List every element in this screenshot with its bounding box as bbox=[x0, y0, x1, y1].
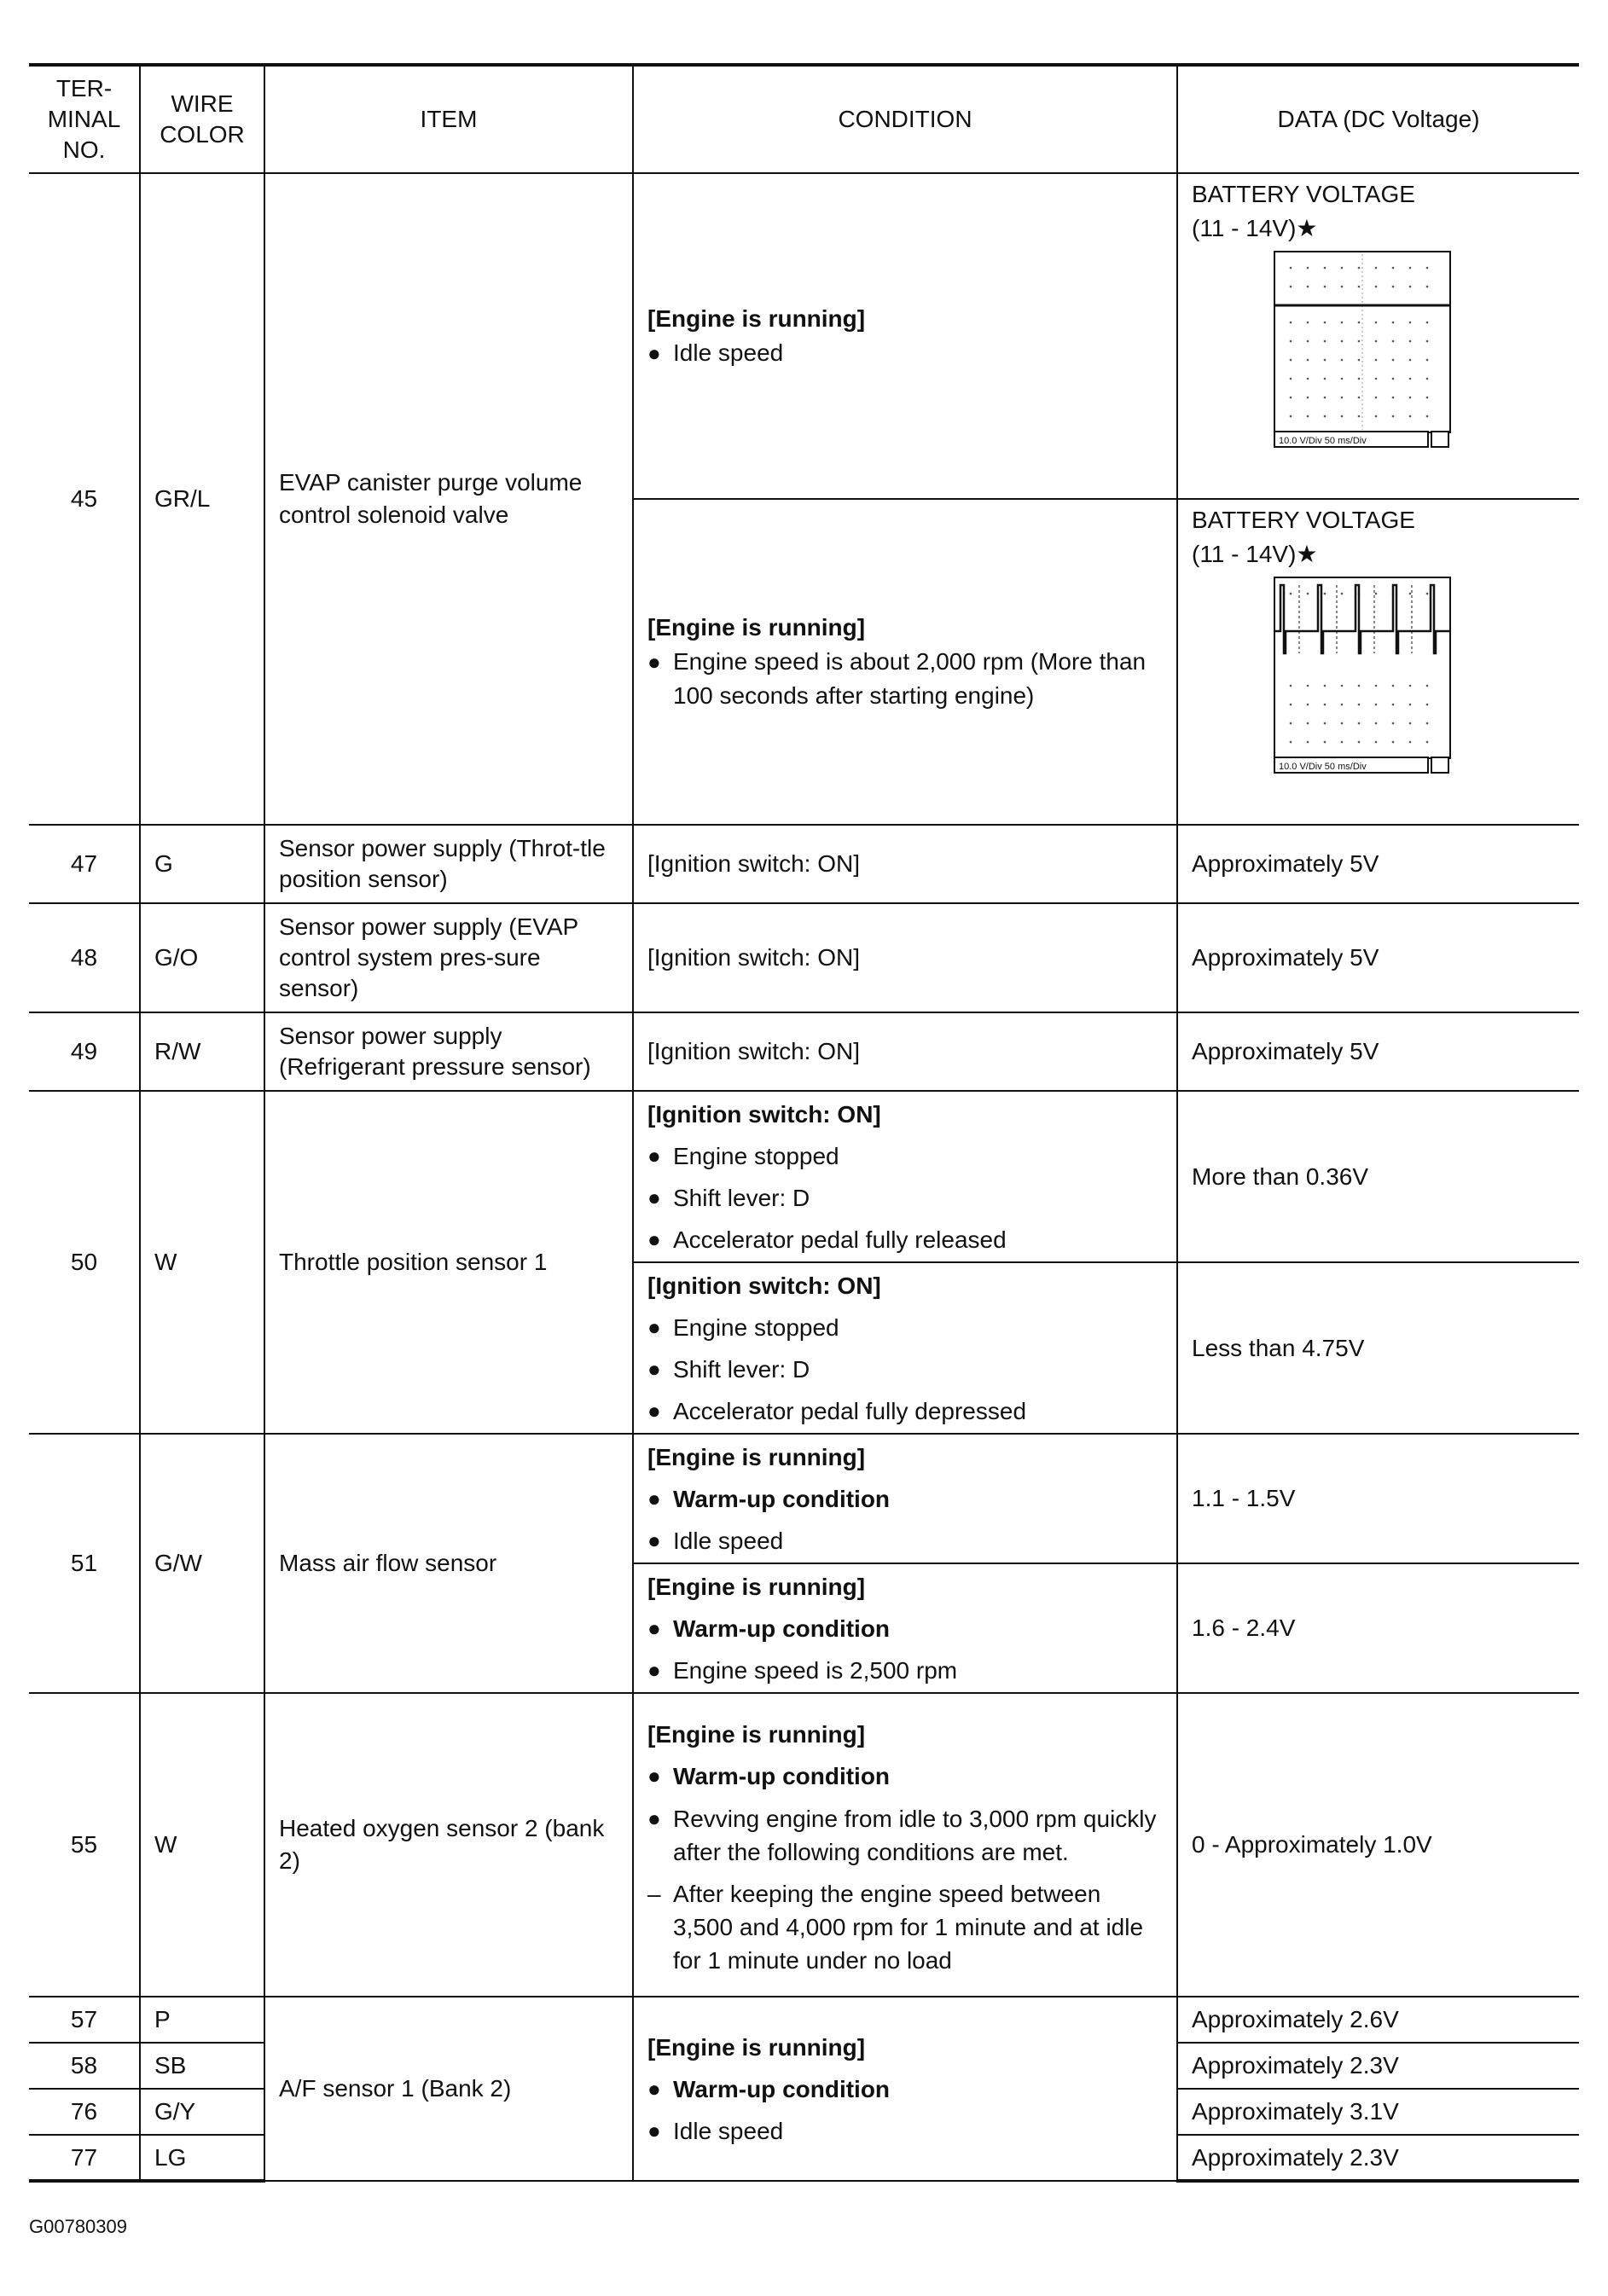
bullet-item: ● Engine stopped bbox=[647, 1307, 1163, 1348]
condition-heading: [Engine is running] bbox=[647, 1573, 866, 1600]
item-name: Sensor power supply (Throt-tle position sensor) bbox=[264, 825, 633, 903]
condition-heading: [Engine is running] bbox=[647, 1443, 866, 1470]
header-wire-color: WIRE COLOR bbox=[140, 65, 264, 173]
data-value: 1.1 - 1.5V bbox=[1177, 1434, 1579, 1563]
dash-icon: – bbox=[647, 1880, 661, 1907]
condition-heading: [Engine is running] bbox=[647, 305, 866, 332]
item-name: Throttle position sensor 1 bbox=[264, 1091, 633, 1434]
item-name: Sensor power supply (EVAP control system pres-sure sensor) bbox=[264, 903, 633, 1012]
wire-color: G bbox=[140, 825, 264, 903]
terminal-no: 45 bbox=[29, 173, 140, 825]
bullet-item: ● Warm-up condition bbox=[647, 1478, 1163, 1520]
table-row bbox=[29, 173, 1579, 499]
condition-heading: [Engine is running] bbox=[647, 614, 866, 641]
data-value: BATTERY VOLTAGE (11 - 14V)★ 10.0 V/Div 50 ms/Div bbox=[1177, 499, 1579, 825]
condition bbox=[633, 499, 1177, 825]
condition bbox=[633, 1563, 1177, 1693]
condition: [Ignition switch: ON] bbox=[633, 903, 1177, 1012]
bullet-item: ● Idle speed bbox=[647, 336, 1163, 370]
terminal-no: 48 bbox=[29, 903, 140, 1012]
wire-color: R/W bbox=[140, 1012, 264, 1091]
item-name: A/F sensor 1 (Bank 2) bbox=[264, 1997, 633, 2181]
wire-color: LG bbox=[140, 2135, 264, 2181]
terminal-no: 57 bbox=[29, 1997, 140, 2043]
header-terminal: TER- MINAL NO. bbox=[29, 65, 140, 173]
wire-color: W bbox=[140, 1091, 264, 1434]
header-condition: CONDITION bbox=[633, 65, 1177, 173]
bullet-icon: ● bbox=[647, 1762, 661, 1789]
data-value: BATTERY VOLTAGE (11 - 14V)★ 10.0 V/Div 50 ms/Div bbox=[1177, 173, 1579, 499]
bullet-item: ● Warm-up condition bbox=[647, 1608, 1163, 1650]
condition-heading: [Engine is running] bbox=[647, 1720, 866, 1748]
figure-code: G00780309 bbox=[29, 2216, 127, 2237]
terminal-no: 55 bbox=[29, 1693, 140, 1997]
wire-color: G/O bbox=[140, 903, 264, 1012]
data-value: More than 0.36V bbox=[1177, 1091, 1579, 1262]
wire-color: GR/L bbox=[140, 173, 264, 825]
bullet-item: ● Accelerator pedal fully depressed bbox=[647, 1390, 1163, 1432]
bullet-item: ● Shift lever: D bbox=[647, 1348, 1163, 1390]
terminal-data-sheet bbox=[29, 63, 1579, 2183]
terminal-no: 49 bbox=[29, 1012, 140, 1091]
bullet-item: ● Warm-up condition bbox=[647, 1755, 1163, 1797]
bullet-icon: ● bbox=[647, 340, 661, 366]
condition bbox=[633, 1091, 1177, 1262]
header-item: ITEM bbox=[264, 65, 633, 173]
bullet-icon: ● bbox=[647, 1656, 661, 1683]
condition bbox=[633, 1434, 1177, 1563]
data-value: 1.6 - 2.4V bbox=[1177, 1563, 1579, 1693]
bullet-item: ● Idle speed bbox=[647, 2110, 1163, 2152]
item-name: EVAP canister purge volume control solenoid valve bbox=[264, 173, 633, 825]
header-row bbox=[29, 65, 1579, 173]
condition bbox=[633, 1693, 1177, 1997]
bullet-icon: ● bbox=[647, 1142, 661, 1168]
condition-heading: [Ignition switch: ON] bbox=[647, 1100, 881, 1128]
terminal-no: 50 bbox=[29, 1091, 140, 1434]
data-value: Approximately 2.6V bbox=[1177, 1997, 1579, 2043]
table-row bbox=[29, 1434, 1579, 1563]
data-value: Approximately 5V bbox=[1177, 825, 1579, 903]
bullet-item: ● Engine stopped bbox=[647, 1135, 1163, 1177]
wire-color: SB bbox=[140, 2043, 264, 2089]
table-row bbox=[29, 1012, 1579, 1091]
wire-color: P bbox=[140, 1997, 264, 2043]
scope-scale-label: 10.0 V/Div 50 ms/Div bbox=[1279, 436, 1367, 446]
bullet-item: ● Revving engine from idle to 3,000 rpm quickly after the following conditions are met. bbox=[647, 1802, 1163, 1869]
bullet-icon: ● bbox=[647, 1397, 661, 1423]
data-value: Approximately 3.1V bbox=[1177, 2089, 1579, 2135]
condition: [Ignition switch: ON] bbox=[633, 825, 1177, 903]
wire-color: G/Y bbox=[140, 2089, 264, 2135]
table-row bbox=[29, 1693, 1579, 1997]
condition: [Ignition switch: ON] bbox=[633, 1012, 1177, 1091]
bullet-icon: ● bbox=[647, 1527, 661, 1553]
wire-color: W bbox=[140, 1693, 264, 1997]
terminal-no: 47 bbox=[29, 825, 140, 903]
condition bbox=[633, 1997, 1177, 2181]
condition bbox=[633, 173, 1177, 499]
bullet-item: ● Warm-up condition bbox=[647, 2068, 1163, 2110]
bullet-item: ● Engine speed is 2,500 rpm bbox=[647, 1650, 1163, 1691]
bullet-icon: ● bbox=[647, 1805, 661, 1831]
terminal-no: 76 bbox=[29, 2089, 140, 2135]
bullet-item: ● Engine speed is about 2,000 rpm (More than 100 seconds after starting engine) bbox=[647, 645, 1163, 713]
table-row bbox=[29, 1091, 1579, 1262]
wire-color: G/W bbox=[140, 1434, 264, 1693]
header-data: DATA (DC Voltage) bbox=[1177, 65, 1579, 173]
data-value: Approximately 2.3V bbox=[1177, 2135, 1579, 2181]
item-name: Heated oxygen sensor 2 (bank 2) bbox=[264, 1693, 633, 1997]
terminal-no: 77 bbox=[29, 2135, 140, 2181]
data-value: Approximately 2.3V bbox=[1177, 2043, 1579, 2089]
terminal-no: 58 bbox=[29, 2043, 140, 2089]
bullet-icon: ● bbox=[647, 1184, 661, 1210]
ecm-terminal-table bbox=[29, 63, 1579, 2183]
bullet-icon: ● bbox=[647, 2117, 661, 2143]
bullet-icon: ● bbox=[647, 649, 661, 675]
bullet-icon: ● bbox=[647, 2075, 661, 2102]
dash-item: – After keeping the engine speed between 3,500 and 4,000 rpm for 1 minute and at idle for 1 minute under no load bbox=[647, 1877, 1163, 1977]
oscilloscope-pulse-waveform-icon bbox=[1274, 577, 1451, 774]
table-row bbox=[29, 903, 1579, 1012]
condition-heading: [Ignition switch: ON] bbox=[647, 1272, 881, 1299]
bullet-icon: ● bbox=[647, 1355, 661, 1382]
data-value: 0 - Approximately 1.0V bbox=[1177, 1693, 1579, 1997]
data-value: Less than 4.75V bbox=[1177, 1262, 1579, 1434]
scope-scale-label: 10.0 V/Div 50 ms/Div bbox=[1279, 762, 1367, 772]
item-name: Sensor power supply (Refrigerant pressure sensor) bbox=[264, 1012, 633, 1091]
data-value: Approximately 5V bbox=[1177, 1012, 1579, 1091]
oscilloscope-idle-waveform-icon bbox=[1274, 251, 1451, 449]
table-row bbox=[29, 1997, 1579, 2043]
condition bbox=[633, 1262, 1177, 1434]
bullet-icon: ● bbox=[647, 1485, 661, 1511]
terminal-no: 51 bbox=[29, 1434, 140, 1693]
bullet-item: ● Shift lever: D bbox=[647, 1177, 1163, 1219]
bullet-item: ● Accelerator pedal fully released bbox=[647, 1219, 1163, 1261]
data-value: Approximately 5V bbox=[1177, 903, 1579, 1012]
bullet-icon: ● bbox=[647, 1615, 661, 1641]
item-name: Mass air flow sensor bbox=[264, 1434, 633, 1693]
bullet-icon: ● bbox=[647, 1226, 661, 1252]
bullet-icon: ● bbox=[647, 1313, 661, 1340]
bullet-item: ● Idle speed bbox=[647, 1520, 1163, 1562]
table-row bbox=[29, 825, 1579, 903]
condition-heading: [Engine is running] bbox=[647, 2033, 866, 2061]
